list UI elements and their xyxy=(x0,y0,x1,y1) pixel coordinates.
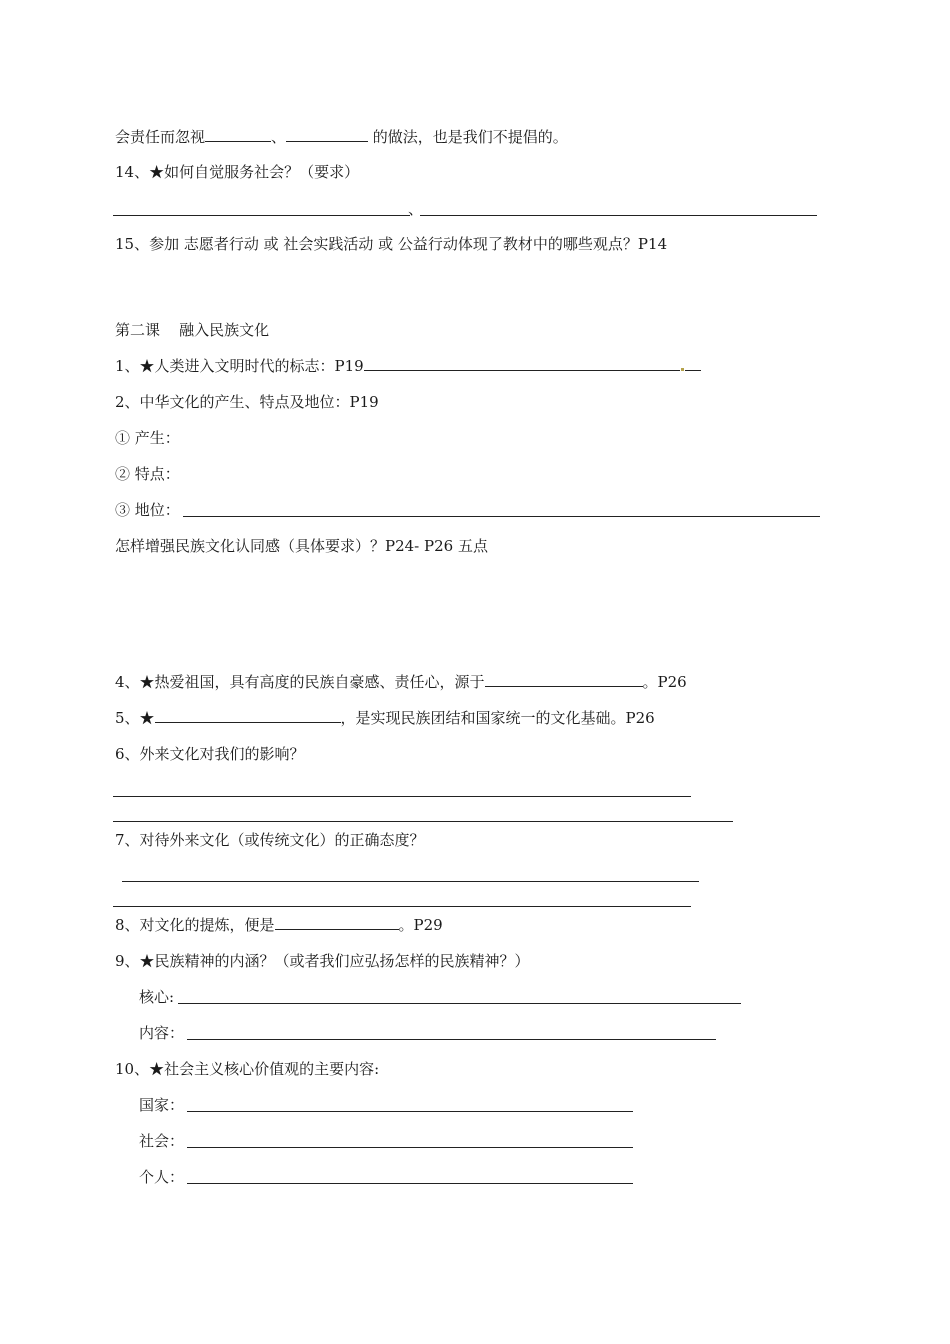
question-text: 1、★人类进入文明时代的标志：P19 xyxy=(115,357,364,375)
status-label: ③ 地位： xyxy=(115,501,180,519)
country-label: 国家： xyxy=(139,1096,185,1114)
answer-blank[interactable] xyxy=(485,672,643,687)
text-segment: ，是实现民族团结和国家统一的文化基础。P26 xyxy=(340,709,655,727)
separator-mark: 、 xyxy=(408,200,424,218)
lesson-title: 第二课 融入民族文化 xyxy=(115,321,270,339)
question-3: 怎样增强民族文化认同感（具体要求）？P24- P26 五点 xyxy=(115,537,488,555)
question-6: 6、外来文化对我们的影响？ xyxy=(115,745,305,763)
text-segment: 的做法，也是我们不提倡的。 xyxy=(368,128,568,146)
answer-line[interactable] xyxy=(113,215,410,216)
answer-line[interactable] xyxy=(183,516,820,517)
individual-label: 个人： xyxy=(139,1168,185,1186)
content-label: 内容： xyxy=(139,1024,185,1042)
question-10: 10、★社会主义核心价值观的主要内容: xyxy=(115,1060,380,1078)
answer-blank[interactable] xyxy=(364,356,680,371)
question-1 xyxy=(115,356,701,376)
answer-line[interactable] xyxy=(113,821,733,822)
text-segment: 。P29 xyxy=(398,916,443,934)
answer-blank[interactable] xyxy=(275,915,399,930)
question-2: 2、中华文化的产生、特点及地位：P19 xyxy=(115,393,379,411)
core-label: 核心: xyxy=(139,988,175,1006)
question-9: 9、★民族精神的内涵？（或者我们应弘扬怎样的民族精神？） xyxy=(115,952,530,970)
answer-line[interactable] xyxy=(113,796,691,797)
answer-line[interactable] xyxy=(122,881,699,882)
text-segment: 会责任而忽视 xyxy=(115,128,206,146)
answer-blank[interactable] xyxy=(155,708,341,723)
answer-line[interactable] xyxy=(113,906,691,907)
answer-blank[interactable] xyxy=(205,127,271,142)
stray-dot xyxy=(681,368,684,371)
answer-line[interactable] xyxy=(178,1003,741,1004)
question-text: 5、★ xyxy=(115,709,155,727)
question-text: 8、对文化的提炼，便是 xyxy=(115,916,275,934)
answer-line[interactable] xyxy=(187,1111,633,1112)
answer-line[interactable] xyxy=(187,1183,633,1184)
answer-line[interactable] xyxy=(420,215,817,216)
sentence-line-1 xyxy=(115,127,568,147)
text-segment: 、 xyxy=(271,128,287,146)
answer-line[interactable] xyxy=(187,1039,716,1040)
question-7: 7、对待外来文化（或传统文化）的正确态度？ xyxy=(115,831,425,849)
features-label: ② 特点： xyxy=(115,465,180,483)
question-4 xyxy=(115,672,687,692)
question-8 xyxy=(115,915,443,935)
text-segment: 。P26 xyxy=(642,673,687,691)
question-5 xyxy=(115,708,655,728)
question-text: 4、★热爱祖国，具有高度的民族自豪感、责任心，源于 xyxy=(115,673,485,691)
question-15: 15、参加 志愿者行动 或 社会实践活动 或 公益行动体现了教材中的哪些观点？P14 xyxy=(115,235,668,253)
answer-blank[interactable] xyxy=(286,127,368,142)
answer-line[interactable] xyxy=(187,1147,633,1148)
answer-blank[interactable] xyxy=(685,356,701,371)
question-14: 14、★如何自觉服务社会？（要求） xyxy=(115,163,360,181)
society-label: 社会： xyxy=(139,1132,185,1150)
origin-label: ① 产生： xyxy=(115,429,180,447)
